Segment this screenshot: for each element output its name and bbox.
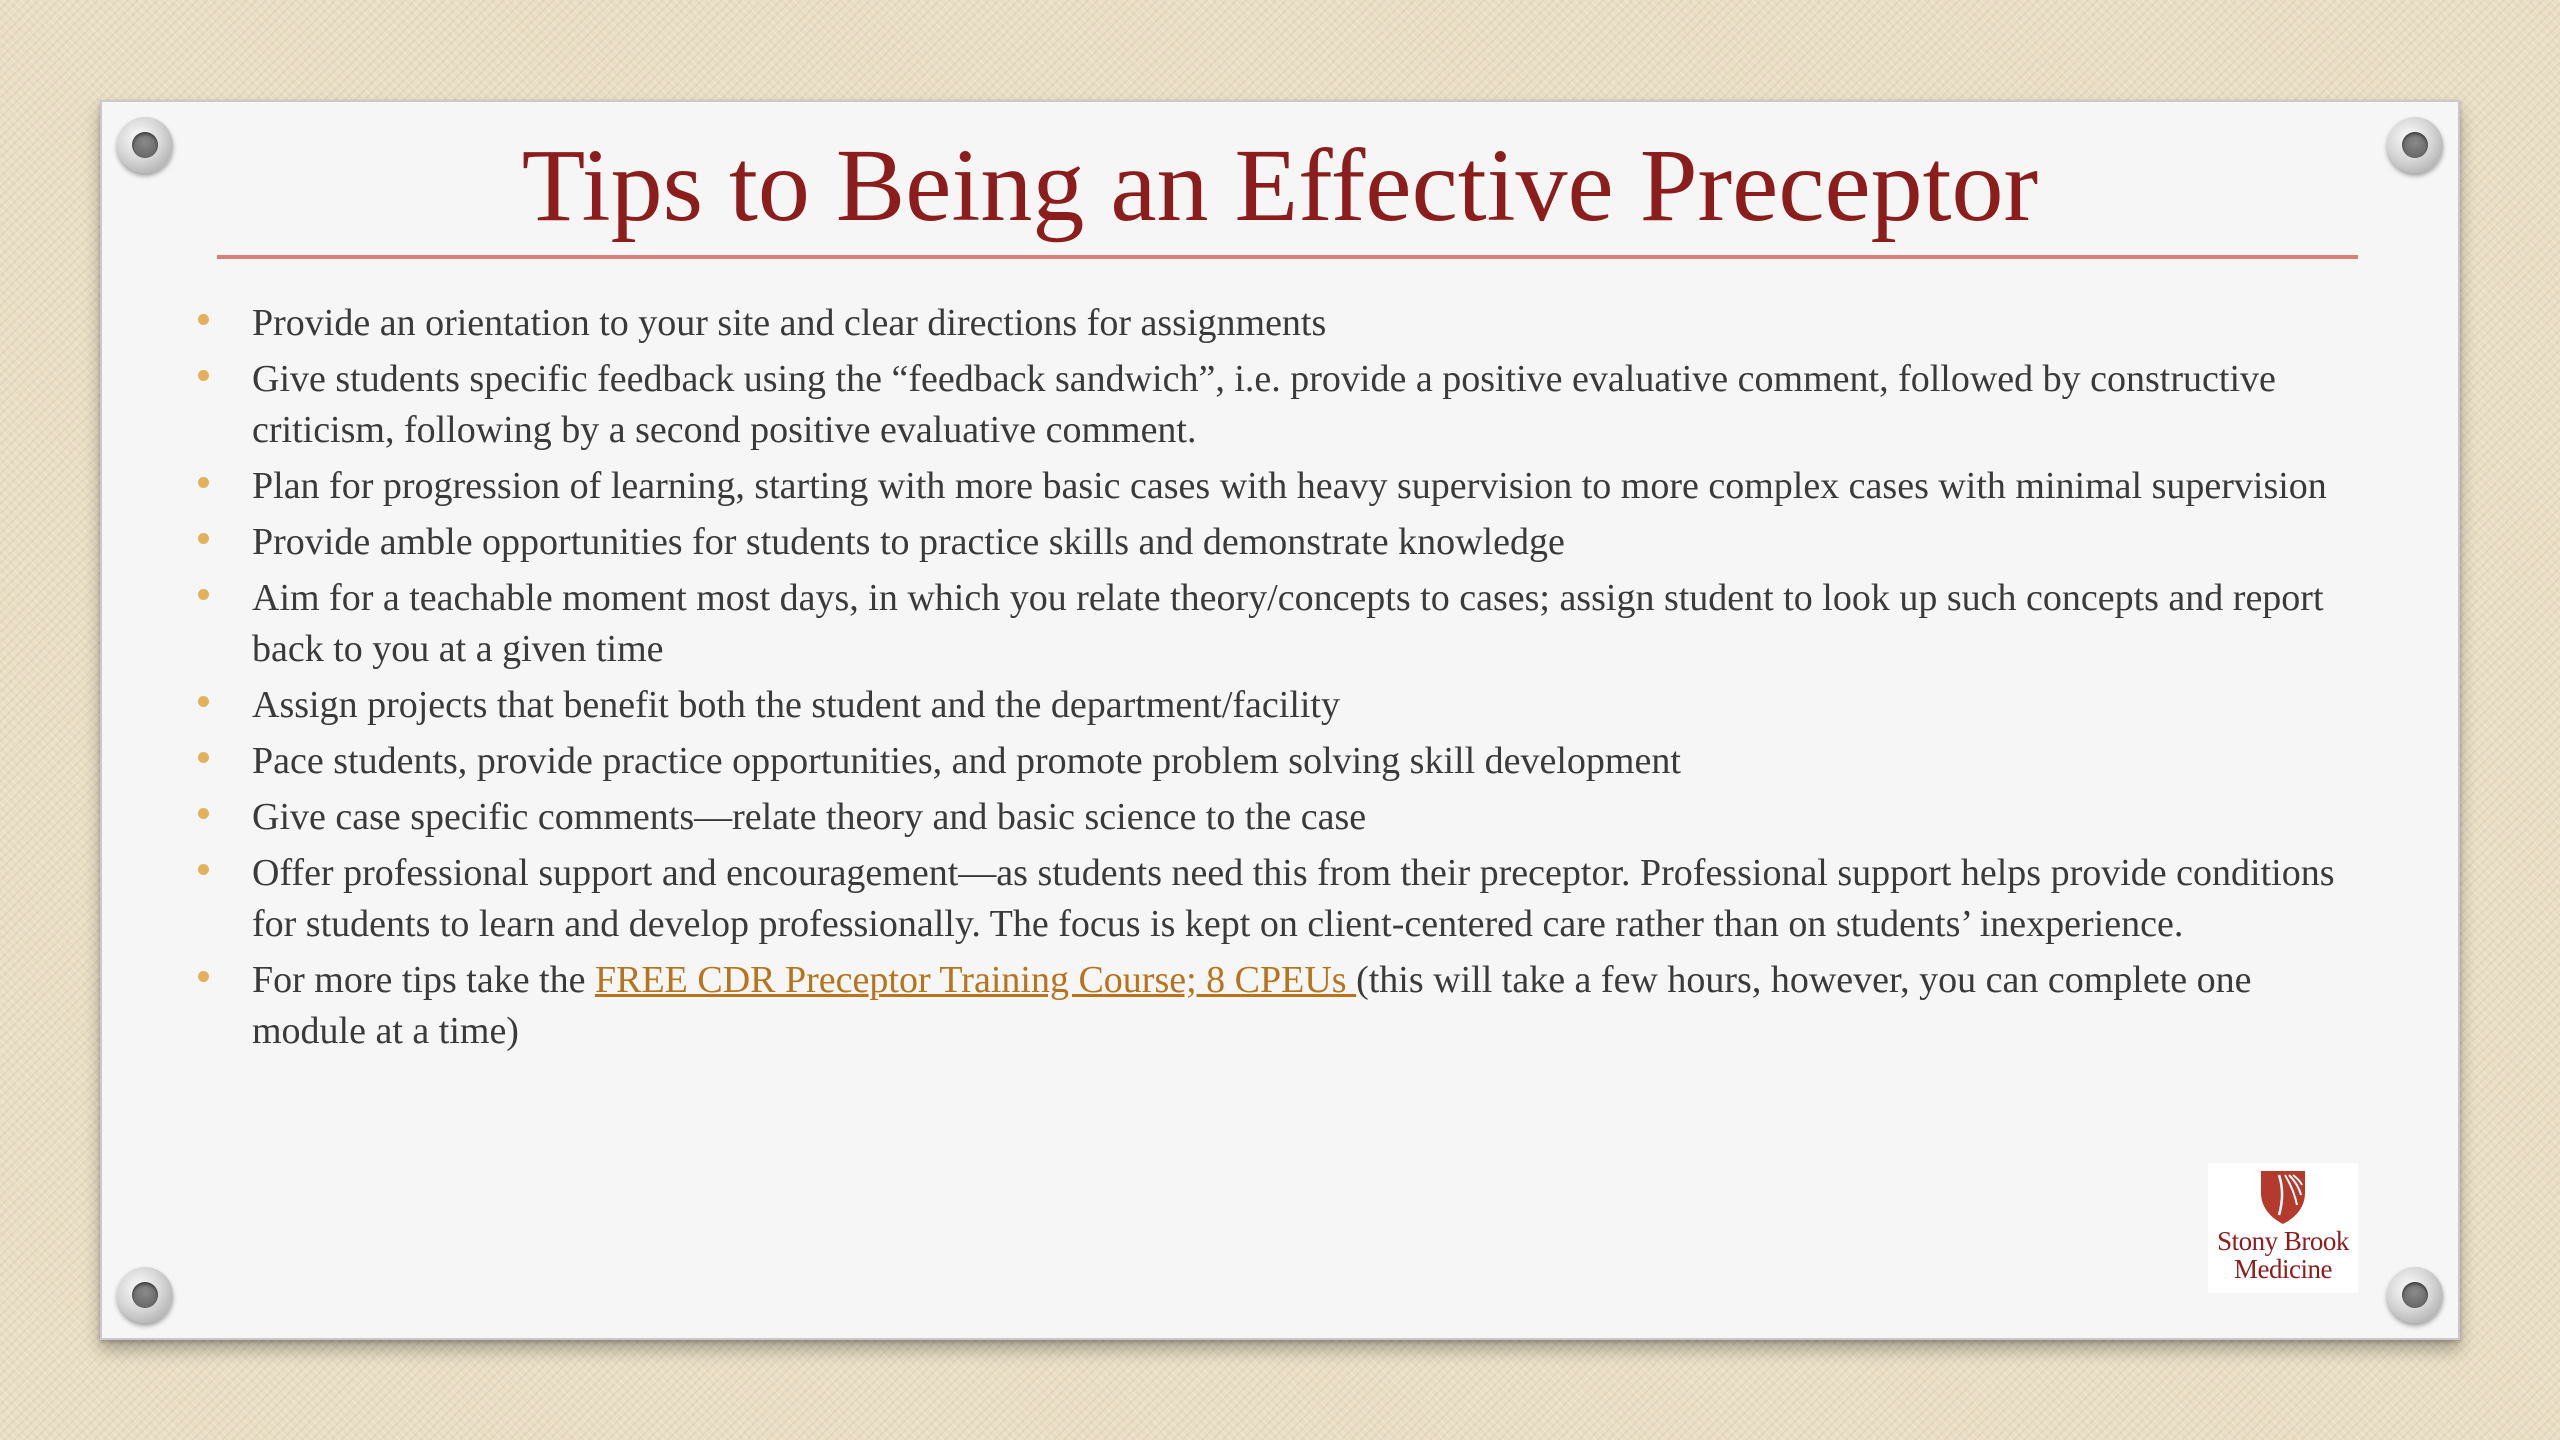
logo-line-2: Medicine	[2234, 1254, 2332, 1284]
cdr-course-link[interactable]: FREE CDR Preceptor Training Course; 8 CPEUs	[594, 959, 1357, 1001]
bullet-item	[252, 736, 2362, 787]
shield-logo-icon	[2257, 1167, 2309, 1227]
bullet-dot-icon	[198, 808, 209, 819]
bullet-dot-icon	[198, 477, 209, 488]
bullet-item	[252, 848, 2362, 950]
screw-icon	[117, 1267, 173, 1323]
bullet-text: Provide amble opportunities for students to practice skills and demonstrate knowledge	[252, 521, 1565, 563]
slide-card	[100, 100, 2460, 1340]
bullet-text: Give case specific comments—relate theory and basic science to the case	[252, 796, 1367, 838]
bullet-text: Give students specific feedback using the “feedback sandwich”, i.e. provide a positive evaluative comment, followed by constructive criticism, following by a second positive evaluative comment.	[252, 358, 2276, 451]
logo-line-1: Stony Brook	[2217, 1226, 2349, 1256]
bullet-text: Assign projects that benefit both the student and the department/facility	[252, 684, 1340, 726]
bullet-text: Plan for progression of learning, starting with more basic cases with heavy supervision to more complex cases with minimal supervision	[252, 465, 2327, 507]
bullet-text: Aim for a teachable moment most days, in which you relate theory/concepts to cases; assign student to look up such concepts and report back to you at a given time	[252, 577, 2324, 670]
bullet-dot-icon	[198, 533, 209, 544]
bullet-item	[252, 298, 2362, 349]
bullet-item-more-tips	[252, 955, 2362, 1057]
bullet-item	[252, 517, 2362, 568]
title-divider	[217, 255, 2358, 259]
bullet-dot-icon	[198, 370, 209, 381]
bullet-dot-icon	[198, 752, 209, 763]
stony-brook-logo	[2208, 1163, 2358, 1293]
bullet-dot-icon	[198, 696, 209, 707]
bullet-list	[252, 298, 2362, 1062]
bullet-text: Offer professional support and encouragement—as students need this from their preceptor. Professional support helps provide conditions for students to learn and develop professionally. The focus is kept on client-centered care rather than on students’ inexperience.	[252, 852, 2335, 945]
bullet-text-prefix: For more tips take the	[252, 959, 595, 1001]
bullet-item	[252, 680, 2362, 731]
bullet-text: Pace students, provide practice opportunities, and promote problem solving skill development	[252, 740, 1681, 782]
bullet-item	[252, 792, 2362, 843]
bullet-item	[252, 573, 2362, 675]
slide-title: Tips to Being an Effective Preceptor	[521, 128, 2039, 243]
bullet-item	[252, 461, 2362, 512]
bullet-text: Provide an orientation to your site and clear directions for assignments	[252, 302, 1327, 344]
bullet-text-suffix: (this will take a few hours, however, you can complete one module at a time)	[252, 959, 2252, 1052]
bullet-dot-icon	[198, 971, 209, 982]
bullet-item	[252, 354, 2362, 456]
bullet-dot-icon	[198, 589, 209, 600]
bullet-dot-icon	[198, 864, 209, 875]
screw-icon	[2387, 1267, 2443, 1323]
bullet-dot-icon	[198, 314, 209, 325]
